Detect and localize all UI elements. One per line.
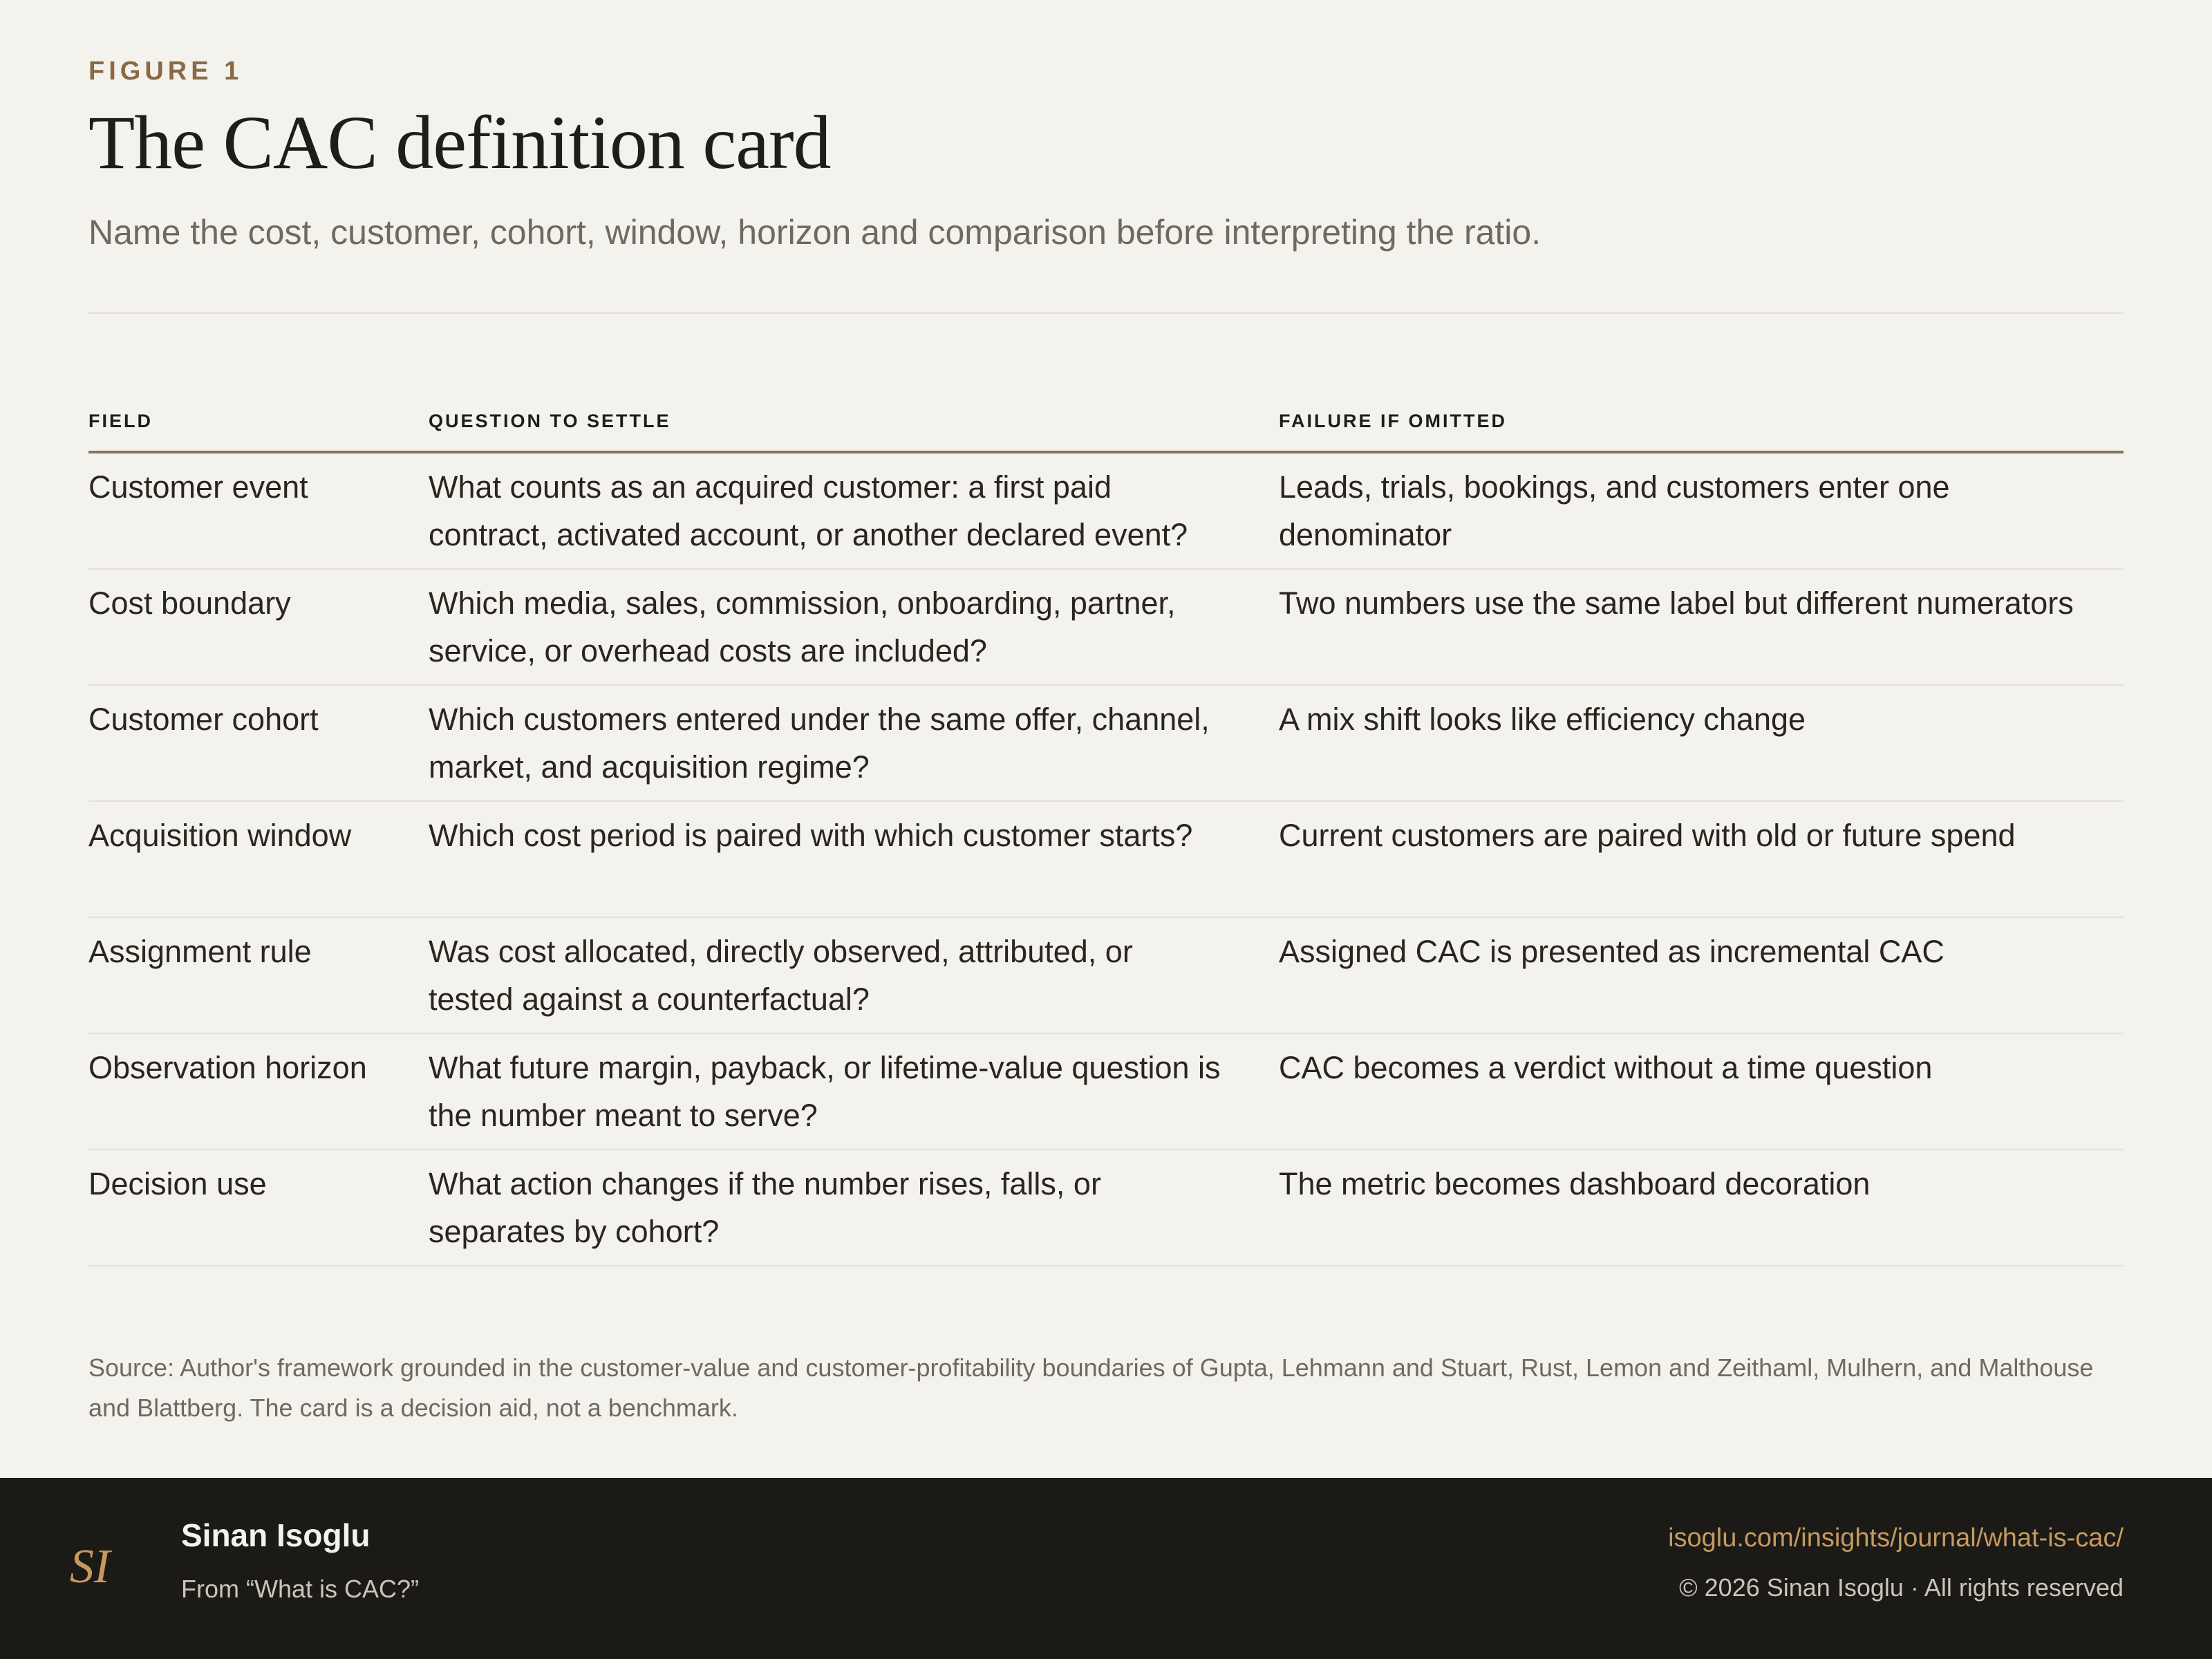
failure-cell: The metric becomes dashboard decoration: [1279, 1166, 1871, 1201]
table-row: [88, 453, 2124, 570]
field-cell: Customer event: [88, 469, 308, 505]
figure-label: FIGURE 1: [88, 57, 243, 86]
article-reference: From “What is CAC?”: [181, 1575, 420, 1603]
field-cell: Acquisition window: [88, 818, 352, 853]
table-row: [88, 918, 2124, 1034]
field-cell: Cost boundary: [88, 585, 291, 621]
field-cell: Customer cohort: [88, 702, 319, 737]
question-cell: What future margin, payback, or lifetime-value question is the number meant to serve?: [429, 1050, 1221, 1133]
question-cell: What action changes if the number rises, falls, or separates by cohort?: [429, 1166, 1101, 1249]
question-cell: Which customers entered under the same offer, channel, market, and acquisition regime?: [429, 702, 1210, 785]
header-field: FIELD: [88, 411, 153, 431]
failure-cell: Current customers are paired with old or future spend: [1279, 818, 2016, 853]
field-cell: Observation horizon: [88, 1050, 367, 1085]
table-row: [88, 686, 2124, 802]
failure-cell: Assigned CAC is presented as incremental CAC: [1279, 934, 1944, 969]
header-question: QUESTION TO SETTLE: [429, 411, 671, 431]
definition-table: [88, 408, 2124, 1266]
header-failure: FAILURE IF OMITTED: [1279, 411, 1507, 431]
field-cell: Assignment rule: [88, 934, 312, 969]
copyright: © 2026 Sinan Isoglu · All rights reserved: [1679, 1573, 2124, 1602]
field-cell: Decision use: [88, 1166, 267, 1201]
failure-cell: Leads, trials, bookings, and customers enter one denominator: [1279, 469, 1950, 552]
page-title: The CAC definition card: [88, 100, 831, 185]
failure-cell: CAC becomes a verdict without a time question: [1279, 1050, 1933, 1085]
failure-cell: A mix shift looks like efficiency change: [1279, 702, 1806, 737]
table-row: [88, 570, 2124, 686]
question-cell: Was cost allocated, directly observed, attributed, or tested against a counterfactual?: [429, 934, 1133, 1017]
table-row: [88, 802, 2124, 918]
article-link[interactable]: isoglu.com/insights/journal/what-is-cac/: [1668, 1524, 2124, 1553]
page-subtitle: Name the cost, customer, cohort, window, horizon and comparison before interpreting the ratio.: [88, 213, 1541, 252]
source-note: Source: Author's framework grounded in the customer-value and customer-profitability boundaries of Gupta, Lehmann and Stuart, Rust, Lemon and Zeithaml, Mulhern, and Malthouse and Blattberg. The card is a decision aid, not a benchmark.: [88, 1353, 2094, 1422]
question-cell: Which cost period is paired with which customer starts?: [429, 818, 1193, 853]
failure-cell: Two numbers use the same label but different numerators: [1279, 585, 2074, 621]
author-name: Sinan Isoglu: [181, 1517, 371, 1553]
table-header: [88, 408, 2124, 453]
footer: [0, 1478, 2212, 1659]
svg-text:SI: SI: [69, 1540, 111, 1593]
question-cell: What counts as an acquired customer: a first paid contract, activated account, or another declared event?: [429, 469, 1188, 552]
table-row: [88, 1150, 2124, 1266]
monogram-logo-icon: [62, 1537, 118, 1599]
table-row: [88, 1034, 2124, 1150]
divider: [88, 312, 2124, 314]
question-cell: Which media, sales, commission, onboarding, partner, service, or overhead costs are included?: [429, 585, 1176, 668]
